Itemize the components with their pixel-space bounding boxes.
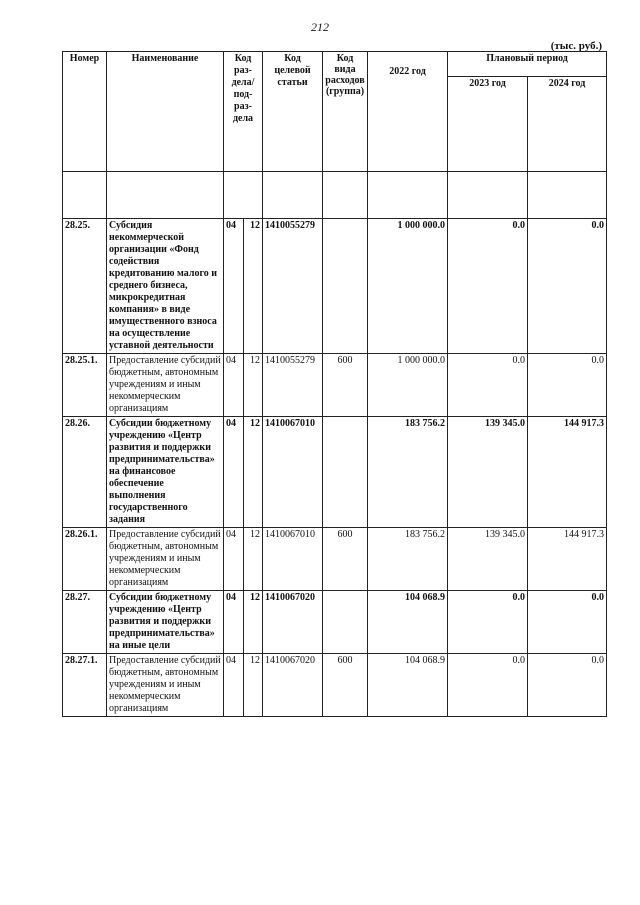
row-vr: 600 [323,354,368,417]
spacer-cell [224,172,244,219]
row-razdel: 04 [224,219,244,354]
row-razdel: 04 [224,654,244,717]
header-csr: Код целевой статьи [263,52,323,172]
row-podrazdel: 12 [244,417,263,528]
table-row [63,654,607,717]
row-2022: 1 000 000.0 [368,219,448,354]
row-number: 28.26.1. [63,528,107,591]
header-vr: Код вида расходов (группа) [323,52,368,172]
row-podrazdel: 12 [244,528,263,591]
row-2023: 139 345.0 [448,417,528,528]
spacer-cell [448,172,528,219]
row-podrazdel: 12 [244,654,263,717]
header-2023: 2023 год [448,77,528,172]
row-vr: 600 [323,654,368,717]
row-name: Субсидии бюджетному учреждению «Центр развития и поддержки предпринимательства» на иные цели [107,591,224,654]
spacer-cell [63,172,107,219]
row-2024: 0.0 [528,591,607,654]
budget-table [62,51,607,717]
row-csr: 1410055279 [263,219,323,354]
spacer-cell [263,172,323,219]
row-csr: 1410067010 [263,528,323,591]
table-row [63,354,607,417]
row-razdel: 04 [224,591,244,654]
row-2023: 139 345.0 [448,528,528,591]
row-csr: 1410067020 [263,654,323,717]
row-2024: 0.0 [528,354,607,417]
row-name: Предоставление субсидий бюджетным, автономным учреждениям и иным некоммерческим организациям [107,354,224,417]
row-2024: 144 917.3 [528,417,607,528]
row-number: 28.25. [63,219,107,354]
row-razdel: 04 [224,528,244,591]
header-razdel: Код раз-дела/ под-раз-дела [224,52,263,172]
spacer-cell [528,172,607,219]
table-body [63,172,607,717]
row-2023: 0.0 [448,219,528,354]
table-row [63,528,607,591]
row-2023: 0.0 [448,354,528,417]
units-label: (тыс. руб.) [550,40,602,52]
page-number: 212 [311,20,329,34]
header-planned-period: Плановый период [448,52,607,77]
table-row [63,591,607,654]
row-csr: 1410067020 [263,591,323,654]
spacer-row [63,172,607,219]
row-2022: 183 756.2 [368,528,448,591]
header-number: Номер [63,52,107,172]
spacer-cell [368,172,448,219]
row-name: Предоставление субсидий бюджетным, автономным учреждениям и иным некоммерческим организациям [107,654,224,717]
row-2024: 144 917.3 [528,528,607,591]
row-vr [323,219,368,354]
header-name: Наименование [107,52,224,172]
row-podrazdel: 12 [244,591,263,654]
row-number: 28.25.1. [63,354,107,417]
table-row [63,219,607,354]
row-razdel: 04 [224,354,244,417]
row-number: 28.27. [63,591,107,654]
row-2024: 0.0 [528,219,607,354]
row-csr: 1410067010 [263,417,323,528]
row-number: 28.27.1. [63,654,107,717]
header-2024: 2024 год [528,77,607,172]
row-podrazdel: 12 [244,219,263,354]
row-razdel: 04 [224,417,244,528]
row-csr: 1410055279 [263,354,323,417]
row-podrazdel: 12 [244,354,263,417]
row-2023: 0.0 [448,591,528,654]
row-vr [323,417,368,528]
table-row [63,417,607,528]
row-vr [323,591,368,654]
spacer-cell [244,172,263,219]
header-2022: 2022 год [368,52,448,172]
row-2024: 0.0 [528,654,607,717]
row-2022: 104 068.9 [368,591,448,654]
row-name: Предоставление субсидий бюджетным, автономным учреждениям и иным некоммерческим организациям [107,528,224,591]
row-2023: 0.0 [448,654,528,717]
row-2022: 1 000 000.0 [368,354,448,417]
row-2022: 104 068.9 [368,654,448,717]
row-name: Субсидия некоммерческой организации «Фонд содействия кредитованию малого и среднего бизнеса, микрокредитная компания» в виде имущественного взноса на осуществление уставной деятельности [107,219,224,354]
row-2022: 183 756.2 [368,417,448,528]
row-name: Субсидии бюджетному учреждению «Центр развития и поддержки предпринимательства» на финансовое обеспечение выполнения государственного задания [107,417,224,528]
row-number: 28.26. [63,417,107,528]
spacer-cell [323,172,368,219]
spacer-cell [107,172,224,219]
row-vr: 600 [323,528,368,591]
